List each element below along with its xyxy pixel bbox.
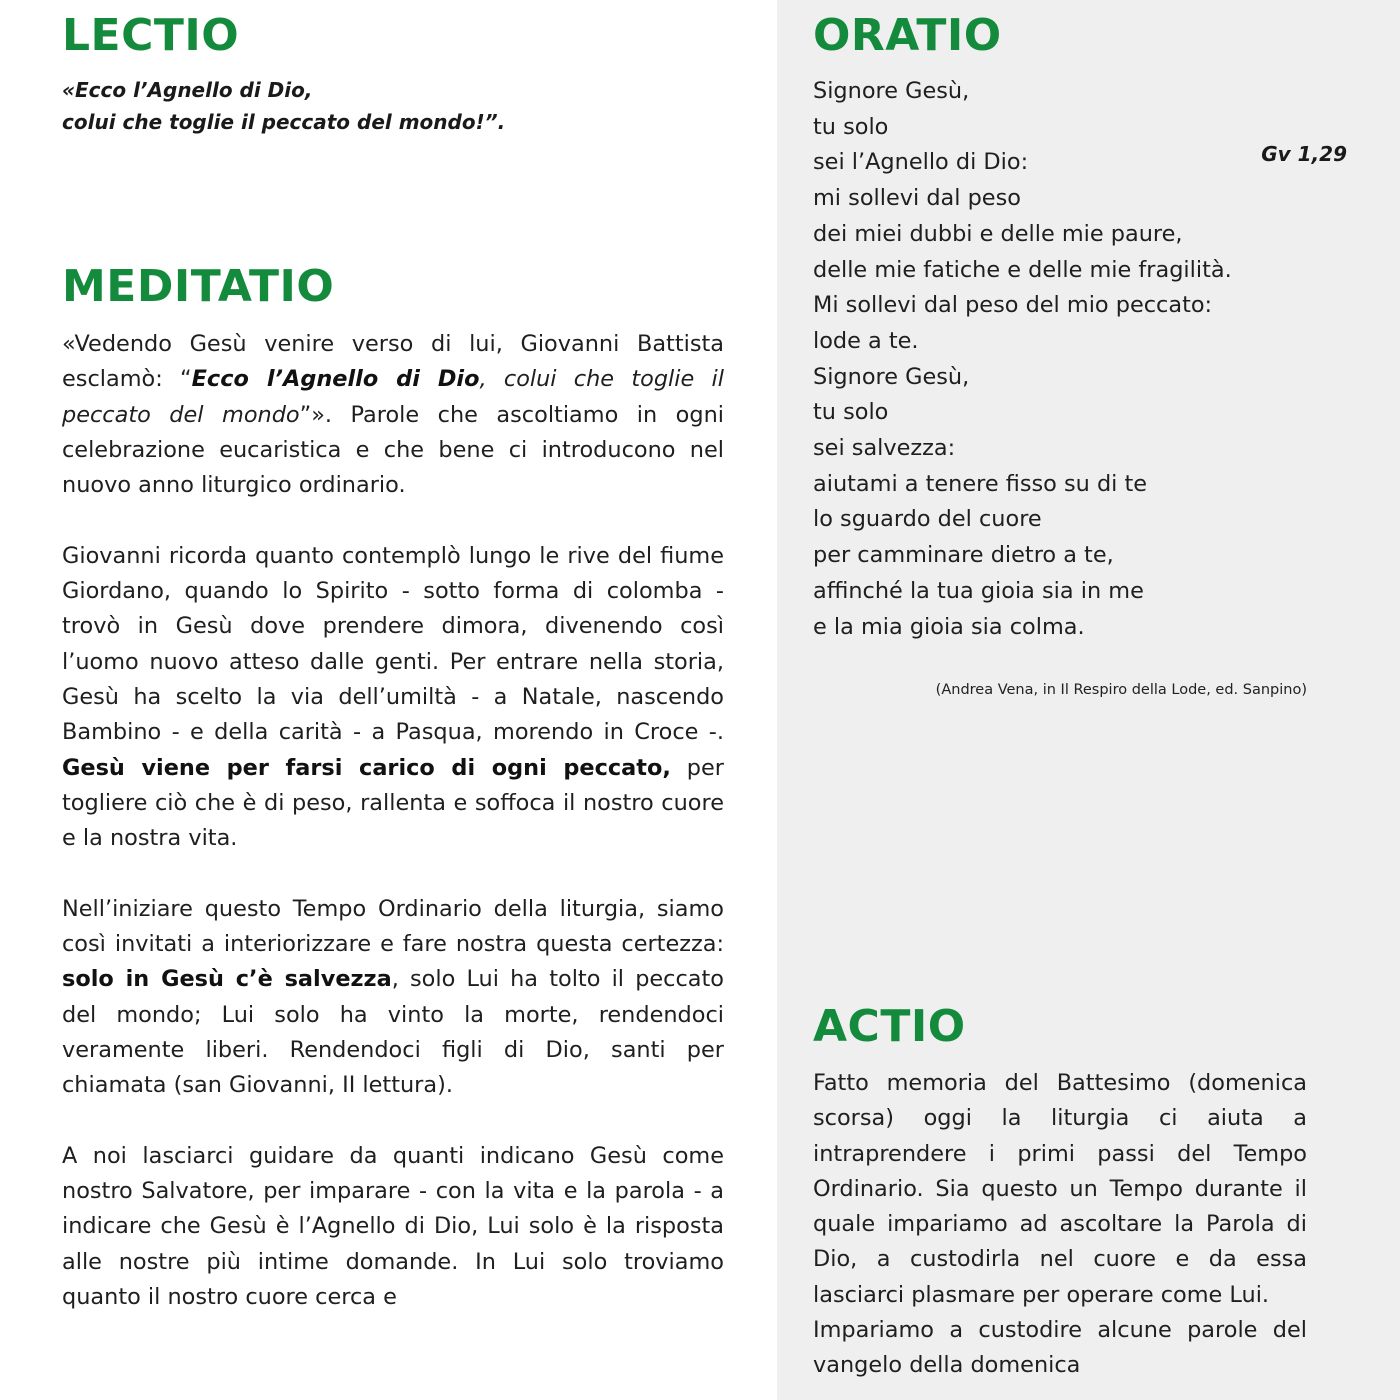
meditatio-p1-text-2: ”». Parole che ascoltiamo in ogni celebrazione eucaristica e che bene ci introducono nel nuovo anno liturgico ordinario. (62, 401, 724, 499)
oratio-line: lode a te. (813, 327, 919, 354)
oratio-line: mi sollevi dal peso (813, 185, 1021, 212)
oratio-line: delle mie fatiche e delle mie fragilità. (813, 256, 1232, 283)
oratio-line: Signore Gesù, (813, 78, 970, 104)
oratio-line: e la mia gioia sia colma. (813, 613, 1085, 640)
meditatio-p1-italic: , colui che toglie il peccato del mondo (62, 366, 724, 428)
meditatio-p3-text-2: , solo Lui ha tolto il peccato del mondo; Lui solo ha vinto la morte, rendendoci veramente liberi. Rendendoci figli di Dio, santi per chiamata (san Giovanni, II lettura). (62, 966, 724, 1099)
oratio-line: dei miei dubbi e delle mie paure, (813, 220, 1183, 247)
lectio-title: LECTIO (62, 10, 240, 61)
meditatio-title: MEDITATIO (62, 261, 335, 312)
oratio-line: per camminare dietro a te, (813, 542, 1114, 569)
lectio-reference: Gv 1,29 (1261, 142, 1347, 166)
meditatio-p2-text-2: per togliere ciò che è di peso, rallenta e soffoca il nostro cuore e la nostra vita. (62, 754, 724, 852)
oratio-line: lo sguardo del cuore (813, 506, 1042, 533)
lectio-quote-line-2: colui che toglie il peccato del mondo!”. (62, 110, 506, 134)
actio-paragraph-2: Impariamo a custodire alcune parole del vangelo della domenica (813, 1317, 1307, 1379)
meditatio-p2-text-1: Giovanni ricorda quanto contemplò lungo le rive del fiume Giordano, quando lo Spirito - sotto forma di colomba - trovò in Gesù dove prendere dimora, divenendo così l’uomo nuovo atteso dalle genti. Per entrare nella storia, Gesù ha scelto la via dell’umiltà - a Natale, nascendo Bambino - e della carità - a Pasqua, morendo in Croce -. (62, 542, 724, 746)
oratio-prayer (813, 74, 1232, 645)
meditatio-p1-text-1: «Vedendo Gesù venire verso di lui, Giovanni Battista esclamò: “ (62, 331, 724, 393)
meditatio-paragraph-2 (62, 539, 724, 857)
meditatio-paragraph-4 (62, 1139, 724, 1315)
actio-paragraph-1: Fatto memoria del Battesimo (domenica scorsa) oggi la liturgia ci aiuta a intraprendere i primi passi del Tempo Ordinario. Sia questo un Tempo durante il quale impariamo ad ascoltare la Parola di Dio, a custodirla nel cuore e da essa lasciarci plasmare per operare come Lui. (813, 1070, 1307, 1308)
oratio-line: affinché la tua gioia sia in me (813, 577, 1144, 604)
meditatio-body (62, 327, 724, 1351)
meditatio-p1-emphasis: Ecco l’Agnello di Dio (191, 366, 480, 393)
lectio-quote (62, 74, 662, 138)
oratio-title: ORATIO (813, 10, 1002, 61)
oratio-line: aiutami a tenere fisso su di te (813, 470, 1148, 497)
oratio-line: sei salvezza: (813, 435, 956, 462)
meditatio-p3-bold: solo in Gesù c’è salvezza (62, 966, 392, 993)
oratio-line: Mi sollevi dal peso del mio peccato: (813, 292, 1213, 319)
actio-title: ACTIO (813, 1001, 966, 1052)
oratio-line: sei l’Agnello di Dio: (813, 149, 1029, 176)
oratio-line: tu solo (813, 113, 889, 140)
meditatio-paragraph-1 (62, 327, 724, 503)
oratio-source: (Andrea Vena, in Il Respiro della Lode, ed. Sanpino) (935, 682, 1307, 698)
oratio-line: tu solo (813, 399, 889, 426)
meditatio-p3-text-1: Nell’iniziare questo Tempo Ordinario della liturgia, siamo così invitati a interiorizzare e fare nostra questa certezza: (62, 895, 724, 958)
lectio-quote-line-1: «Ecco l’Agnello di Dio, (62, 78, 313, 102)
meditatio-p2-bold: Gesù viene per farsi carico di ogni peccato, (62, 754, 671, 781)
actio-body (813, 1066, 1307, 1384)
oratio-line: Signore Gesù, (813, 363, 970, 390)
meditatio-p4-text: A noi lasciarci guidare da quanti indicano Gesù come nostro Salvatore, per imparare - con la vita e la parola - a indicare che Gesù è l’Agnello di Dio, Lui solo è la risposta alle nostre più intime domande. In Lui solo troviamo quanto il nostro cuore cerca e (62, 1142, 724, 1311)
meditatio-paragraph-3 (62, 892, 724, 1104)
